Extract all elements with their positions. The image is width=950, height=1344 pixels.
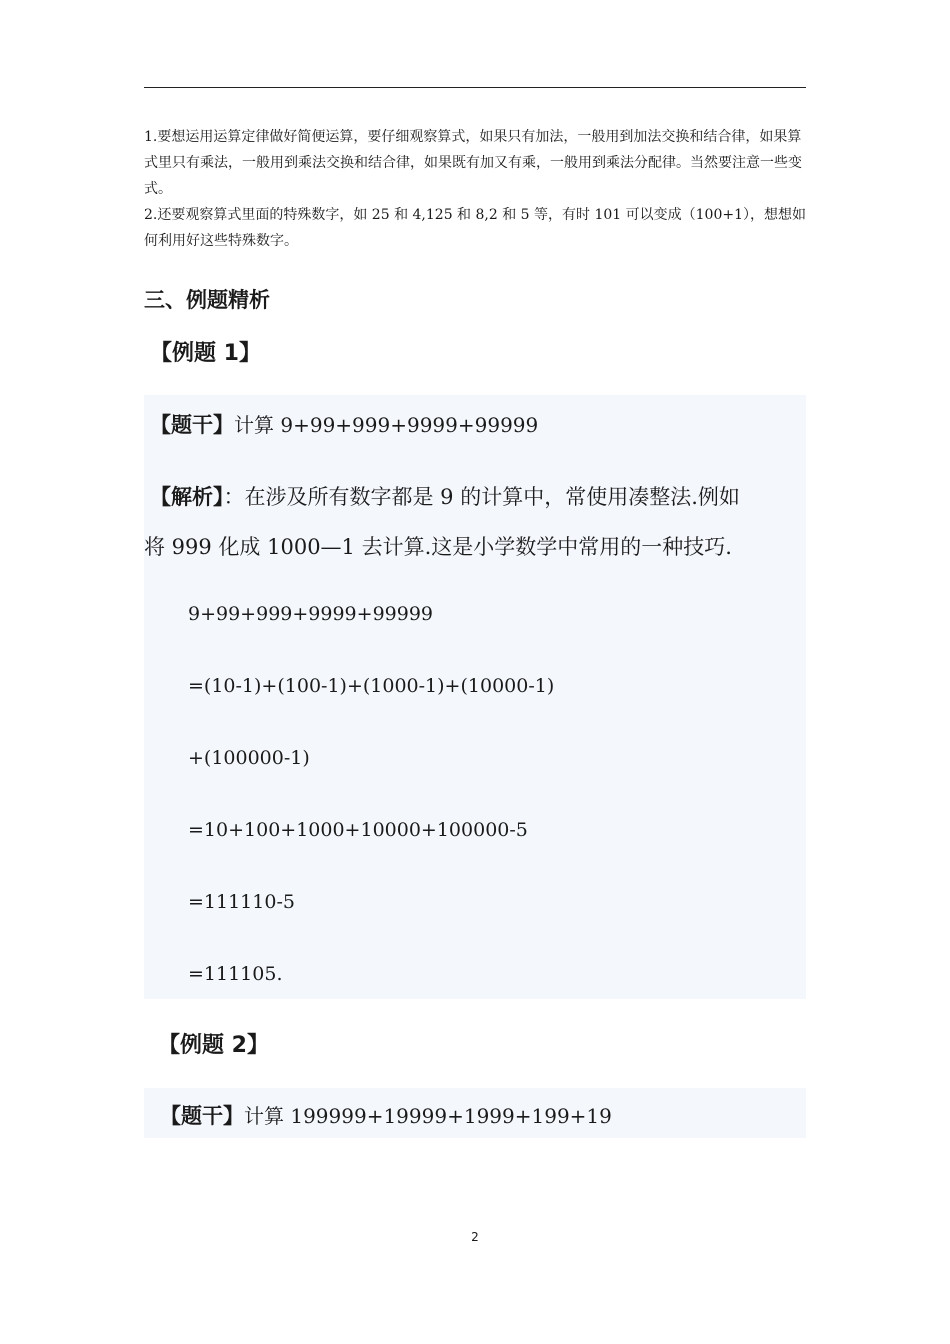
stem-text: 计算 199999+19999+1999+199+19 (244, 1104, 612, 1128)
example-1-panel (144, 395, 806, 999)
analysis-text-2: 将 999 化成 1000—1 去计算.这是小学数学中常用的一种技巧. (144, 535, 732, 559)
step-line: +(100000-1) (188, 747, 310, 769)
analysis-text-1: ：在涉及所有数字都是 9 的计算中，常使用凑整法.例如 (223, 485, 740, 509)
example-2-stem (160, 1100, 612, 1130)
tip-2: 2.还要观察算式里面的特殊数字，如 25 和 4,125 和 8,2 和 5 等，有时 101 可以变成（100+1），想想如何利用好这些特殊数字。 (144, 207, 807, 249)
stem-text: 计算 9+99+999+9999+99999 (234, 413, 539, 437)
step-line: =10+100+1000+10000+100000-5 (188, 819, 528, 841)
analysis-tag: 【解析】 (150, 485, 224, 509)
tip-1: 1.要想运用运算定律做好简便运算，要仔细观察算式，如果只有加法，一般用到加法交换和结合律，如果算式里只有乘法，一般用到乘法交换和结合律，如果既有加又有乘，一般用到乘法分配律。当然要注意一些变式。 (144, 129, 802, 197)
stem-tag: 【题干】 (150, 413, 234, 437)
example-1-heading: 【例题 1】 (150, 341, 261, 366)
step-line: =111105. (188, 963, 283, 985)
example-1-stem (150, 409, 538, 439)
header-rule (144, 87, 806, 88)
stem-tag: 【题干】 (160, 1104, 244, 1128)
step-line: =(10-1)+(100-1)+(1000-1)+(10000-1) (188, 675, 555, 697)
tips-notes (144, 124, 806, 254)
section-title: 三、例题精析 (144, 288, 270, 312)
step-line: 9+99+999+9999+99999 (188, 603, 434, 625)
example-1-analysis-line-1 (150, 481, 740, 511)
example-2-heading: 【例题 2】 (158, 1033, 269, 1058)
step-line: =111110-5 (188, 891, 295, 913)
example-2-panel (144, 1088, 806, 1138)
page-number: 2 (471, 1230, 479, 1244)
